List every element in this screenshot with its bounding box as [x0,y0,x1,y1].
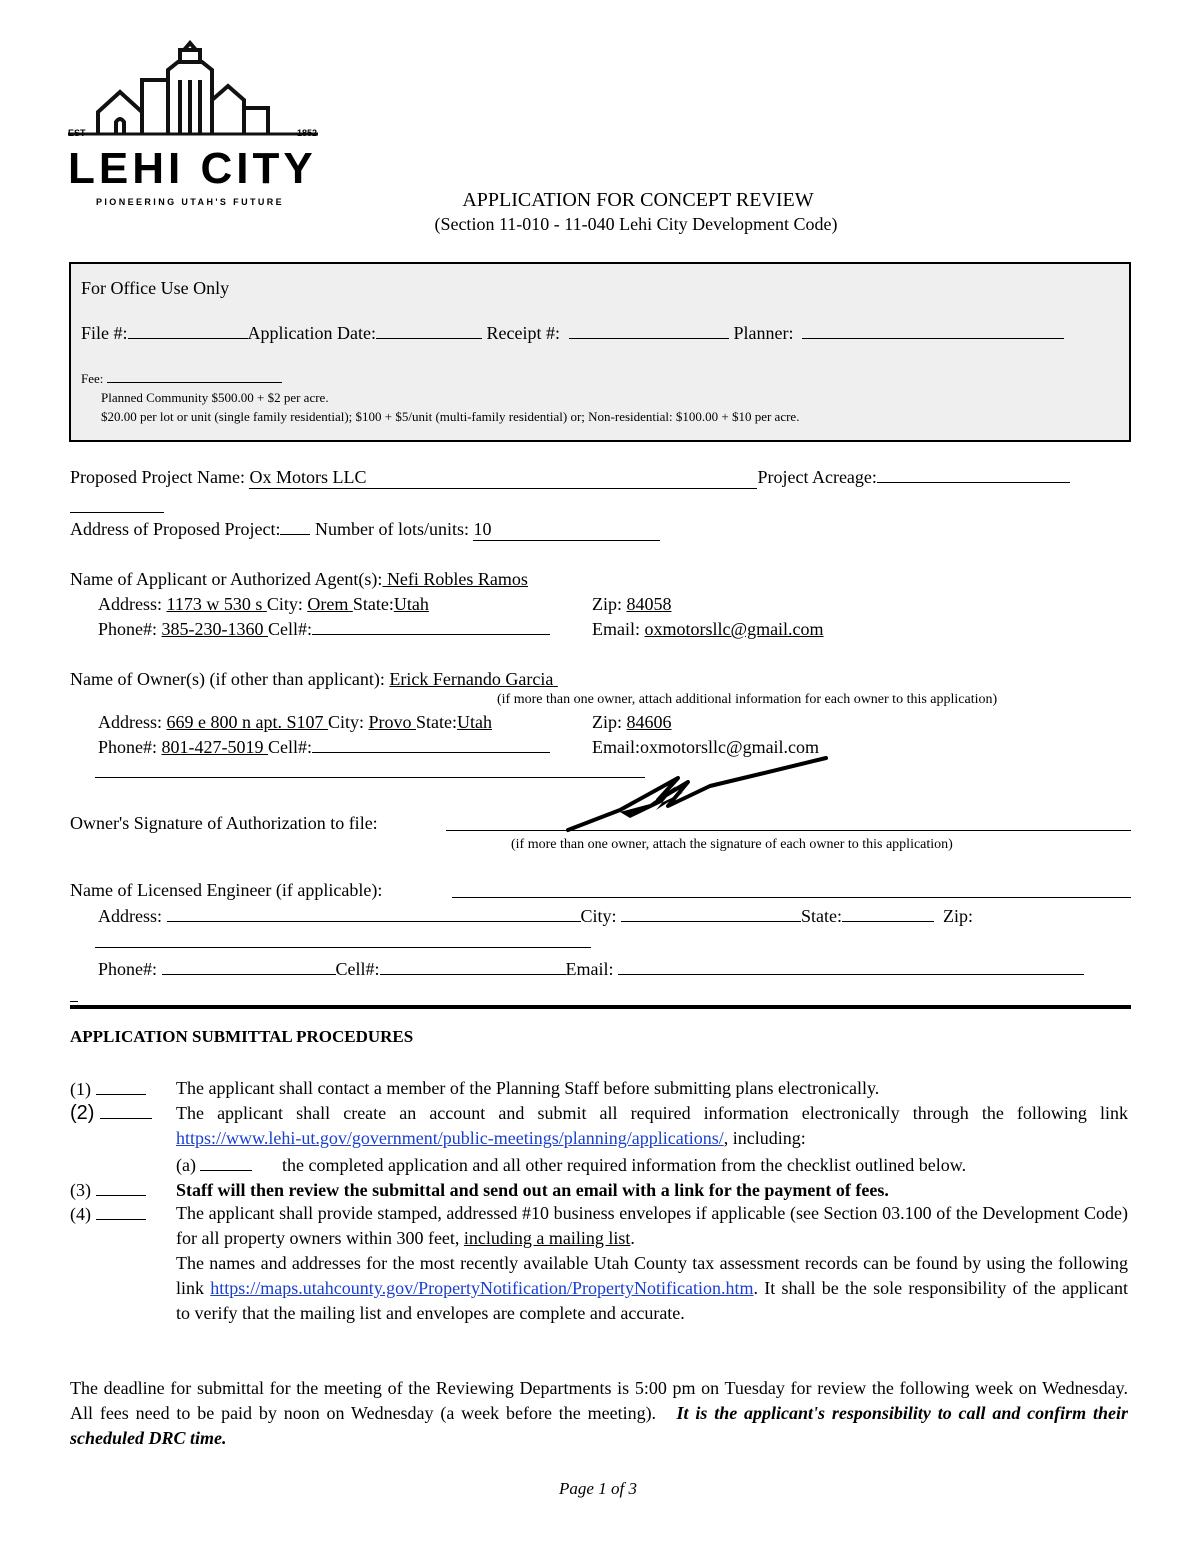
engineer-email-field[interactable] [618,958,1084,975]
step-4-tail: . [630,1228,635,1248]
owner-phone: 801-427-5019 [161,737,264,757]
step-1-text: The applicant shall contact a member of the Planning Staff before submitting plans electronically. [176,1078,880,1098]
applicant-phone: 385-230-1360 [161,619,264,639]
applicant-phone-row [98,618,550,640]
step-4-note [176,1251,1128,1326]
engineer-state-field[interactable] [842,905,934,922]
owner-cell-label: Cell#: [268,737,313,757]
step-2-body: The applicant shall create an account and submit all required information electronically through the following link [176,1103,1128,1123]
file-label: File #: [81,323,128,343]
owner-phone-field[interactable] [162,737,269,757]
tagline: PIONEERING UTAH'S FUTURE [96,197,285,207]
applicant-name: Nefi Robles Ramos [386,569,528,589]
mailing-list-emphasis: including a mailing list [463,1228,631,1248]
engineer-phone-field[interactable] [162,958,336,975]
owner-city: Provo [368,712,412,732]
fee-row [81,370,282,387]
owner-address-row [98,711,492,733]
applicant-cell-field[interactable] [312,618,550,635]
step-3-number: (3) [70,1180,91,1200]
engineer-city-label: City: [580,906,617,926]
step-2-tail: , including: [723,1128,806,1148]
engineer-address-field[interactable] [167,905,581,922]
planner-label: Planner: [733,323,794,343]
page-title: APPLICATION FOR CONCEPT REVIEW [462,189,814,211]
step-3-text: Staff will then review the submittal and send out an email with a link for the payment of fees. [176,1180,889,1200]
owner-address: 669 e 800 n apt. S107 [166,712,324,732]
applicant-state-field[interactable]: Utah [393,594,429,614]
owner-note: (if more than one owner, attach additional information for each owner to this application) [497,692,998,707]
project-name-row [70,466,1070,489]
lots-field[interactable] [473,518,660,541]
owner-state-label: State: [416,712,458,732]
owner-label: Name of Owner(s) (if other than applicant): [70,669,385,689]
section-divider [70,1005,1131,1009]
step-a-text: the completed application and all other required information from the checklist outlined below. [282,1155,967,1175]
project-address-row [70,518,660,541]
signature-label: Owner's Signature of Authorization to file: [70,813,378,833]
owner-email-label: Email: [592,737,640,757]
engineer-cell-field[interactable] [380,958,566,975]
step-4-text [176,1201,1128,1251]
step-a-check[interactable] [200,1154,252,1171]
fee-line-2: $20.00 per lot or unit (single family residential); $100 + $5/unit (multi-family residential) or; Non-residential: $100.00 + $10 per acre. [101,409,800,424]
applicant-address-field[interactable] [167,594,267,614]
procedures-heading: APPLICATION SUBMITTAL PROCEDURES [70,1027,414,1046]
step-2-check[interactable] [100,1102,152,1119]
engineer-zip-field[interactable] [95,947,591,948]
engineer-state-label: State: [801,906,843,926]
applicant-email-field[interactable]: oxmotorsllc@gmail.com [644,619,824,639]
step-4-body: The applicant shall provide stamped, addressed #10 business envelopes if applicable (see Section 03.100 of the Development Code) for all property owners within 300 feet, [176,1203,1128,1248]
page-subtitle: (Section 11-010 - 11-040 Lehi City Development Code) [434,214,838,234]
applicant-row [70,568,528,590]
planner-field[interactable] [802,322,1064,339]
owner-state-field[interactable]: Utah [457,712,493,732]
step-1-number: (1) [70,1079,91,1099]
project-name-value: Ox Motors LLC [249,467,367,487]
signature-mark [560,752,860,842]
owner-cell-field[interactable] [312,736,550,753]
owner-phone-row [98,736,550,758]
lots-label: Number of lots/units: [314,519,469,539]
deadline-text: The deadline for submittal for the meeting of the Reviewing Departments is 5:00 pm on Tuesday for review the following week on Wednesday. All fees need to be paid by noon on Wednesday (a week before the meeting). [70,1378,1128,1423]
step-4-check[interactable] [96,1203,146,1220]
project-acreage-label: Project Acreage: [757,467,877,487]
step-a-number: (a) [176,1155,196,1175]
app-date-label: Application Date: [247,323,376,343]
project-name-field[interactable] [249,466,757,489]
applicant-city-label: City: [266,594,303,614]
owner-phone-label: Phone#: [98,737,158,757]
project-address-label: Address of Proposed Project: [70,519,281,539]
step-3-check[interactable] [96,1179,146,1196]
file-field[interactable] [128,322,248,339]
project-name-label: Proposed Project Name: [70,467,245,487]
step-4-note-body: The names and addresses for the most recently available Utah County tax assessment records can be found by using the following link [176,1253,1128,1298]
step-4-number: (4) [70,1204,91,1224]
deadline-paragraph [70,1376,1128,1451]
engineer-row [70,879,382,901]
page-number: Page 1 of 3 [559,1479,637,1498]
applicant-zip-label: Zip: [592,594,622,614]
owner-city-field[interactable] [369,712,417,732]
project-acreage-field[interactable] [877,466,1070,483]
city-skyline-icon [68,40,328,140]
step-2-number-row [70,1101,152,1125]
city-name: LEHI CITY [68,144,317,193]
applicant-zip-row [592,593,672,615]
step-4-note-tail: . It shall be the sole responsibility of the applicant to verify that the mailing list and envelopes are complete and accurate. [176,1278,1129,1323]
fee-line-1: Planned Community $500.00 + $2 per acre. [101,390,329,405]
engineer-name-field[interactable] [452,897,1131,898]
step-1-number-row [70,1078,146,1100]
deadline-emphasis: It is the applicant's responsibility to call and confirm their scheduled DRC time. [70,1403,1129,1448]
receipt-label: Receipt #: [486,323,560,343]
engineer-phone-label: Phone#: [98,959,158,979]
engineer-cell-label: Cell#: [335,959,380,979]
step-2-text [176,1101,1128,1151]
applicant-city-field[interactable] [307,594,352,614]
applications-link[interactable]: https://www.lehi-ut.gov/government/public-meetings/planning/applications/ [176,1128,724,1148]
owner-address-label: Address: [98,712,162,732]
est-label: EST [68,128,86,138]
owner-zip-row [592,711,672,733]
applicant-name-field[interactable] [382,569,528,589]
signature-note: (if more than one owner, attach the signature of each owner to this application) [511,837,953,852]
step-2-number: (2) [70,1102,95,1124]
fee-label: Fee: [81,371,104,386]
engineer-email-label: Email: [565,959,614,979]
step-3-number-row [70,1179,146,1201]
owner-row [70,668,558,690]
applicant-phone-label: Phone#: [98,619,158,639]
engineer-city-field[interactable] [621,905,801,922]
receipt-field[interactable] [569,322,729,339]
applicant-label: Name of Applicant or Authorized Agent(s): [70,569,383,589]
office-heading: For Office Use Only [81,278,230,298]
engineer-label: Name of Licensed Engineer (if applicable): [70,880,383,900]
applicant-address-row [98,593,429,615]
owner-address-field[interactable] [167,712,329,732]
applicant-zip-field[interactable]: 84058 [626,594,672,614]
signature-row [70,812,378,834]
office-use-box [69,262,1131,442]
applicant-phone-field[interactable] [162,619,269,639]
engineer-zip-label: Zip: [943,906,974,926]
step-4-number-row [70,1203,146,1225]
fee-field[interactable] [107,370,282,383]
office-fields-row [81,322,1064,344]
engineer-address-row [98,905,973,927]
engineer-address-label: Address: [98,906,162,926]
engineer-phone-row [98,958,1084,980]
applicant-city: Orem [307,594,349,614]
applicant-email-row [592,618,824,640]
owner-email-field[interactable]: oxmotorsllc@gmail.com [640,737,820,757]
applicant-cell-label: Cell#: [268,619,313,639]
applicant-state-label: State: [352,594,394,614]
property-notification-link[interactable]: https://maps.utahcounty.gov/PropertyNotification/PropertyNotification.htm [210,1278,754,1298]
applicant-email-label: Email: [592,619,640,639]
owner-name-field[interactable] [389,669,557,689]
step-a-row [176,1154,252,1176]
step-1-check[interactable] [96,1078,146,1095]
owner-city-label: City: [328,712,365,732]
project-address-field[interactable] [280,518,310,535]
applicant-address: 1173 w 530 s [166,594,263,614]
est-year: 1852 [297,128,318,138]
app-date-field[interactable] [376,322,482,339]
owner-name: Erick Fernando Garcia [389,669,554,689]
owner-zip-label: Zip: [592,712,622,732]
owner-zip-field[interactable]: 84606 [626,712,672,732]
applicant-address-label: Address: [98,594,162,614]
lots-value: 10 [473,519,492,539]
